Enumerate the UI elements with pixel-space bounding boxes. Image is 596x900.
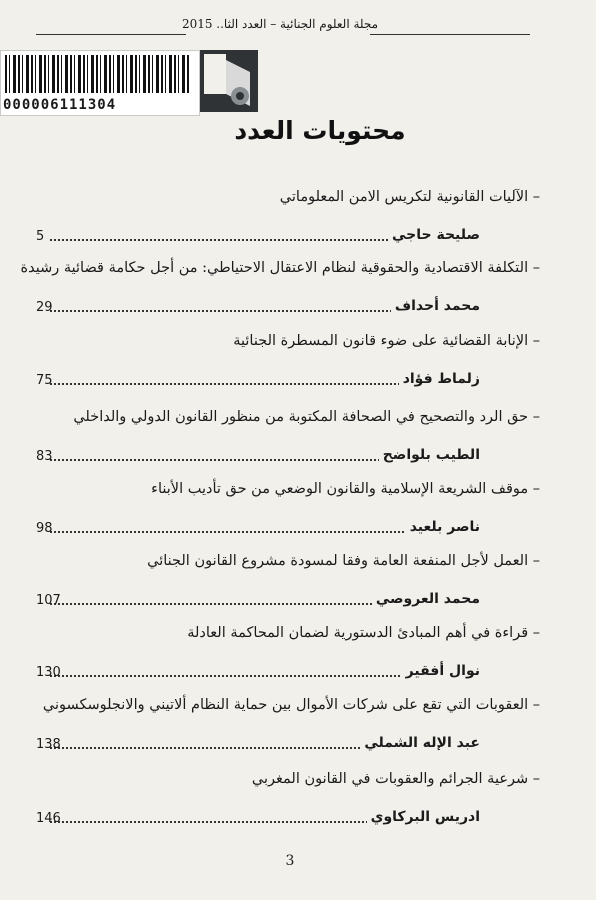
toc-entry xyxy=(36,478,540,558)
entry-title: – قراءة في أهم المبادئ الدستورية لضمان المحاكمة العادلة xyxy=(187,625,540,641)
barcode-bars xyxy=(5,55,191,93)
toc-entry xyxy=(36,622,540,702)
entry-author: عبد الإله الشملي xyxy=(360,732,480,754)
entry-page-number: 98 xyxy=(36,521,53,536)
header-rule-right xyxy=(370,34,530,35)
toc-entry xyxy=(36,406,540,486)
entry-page-number: 138 xyxy=(36,737,61,752)
entry-title: – التكلفة الاقتصادية والحقوقية لنظام الاعتقال الاحتياطي: من أجل حكامة قضائية رشيدة xyxy=(20,260,540,276)
toc-entry xyxy=(36,550,540,630)
entry-author: صليحة حاجي xyxy=(388,224,480,246)
toc-title: محتويات العدد xyxy=(234,116,406,145)
barcode-label xyxy=(0,50,200,116)
entry-title: – موقف الشريعة الإسلامية والقانون الوضعي من حق تأديب الأبناء xyxy=(151,481,540,497)
entry-author: محمد أحداف xyxy=(391,295,480,317)
entry-page-number: 107 xyxy=(36,593,61,608)
toc-entry xyxy=(36,694,540,774)
barcode-number: 000006111304 xyxy=(3,97,117,113)
entry-page-number: 75 xyxy=(36,373,53,388)
entry-title: – الإنابة القضائية على ضوء قانون المسطرة الجنائية xyxy=(233,333,540,349)
toc-entry xyxy=(36,330,540,410)
entry-title: – الآليات القانونية لتكريس الامن المعلوماتي xyxy=(279,189,540,205)
library-logo-icon xyxy=(200,50,258,112)
entry-page-number: 130 xyxy=(36,665,61,680)
entry-page-number: 146 xyxy=(36,811,61,826)
entry-title: – العمل لأجل المنفعة العامة وفقا لمسودة مشروع القانون الجنائي xyxy=(147,553,540,569)
header-rule-left xyxy=(36,34,186,35)
entry-title: – شرعية الجرائم والعقوبات في القانون المغربي xyxy=(251,771,540,787)
entry-author: ادريس البركاوي xyxy=(367,806,480,828)
entry-page-number: 29 xyxy=(36,300,53,315)
entry-page-number: 83 xyxy=(36,449,53,464)
entry-author: زلماط فؤاد xyxy=(399,368,480,390)
toc-entry xyxy=(36,768,540,848)
entry-page-number: 5 xyxy=(36,229,45,244)
entry-title: – حق الرد والتصحيح في الصحافة المكتوبة من منظور القانون الدولي والداخلي xyxy=(73,409,540,425)
running-header: مجلة العلوم الجنائية – العدد الثا.. 2015 xyxy=(181,17,379,31)
toc-entry xyxy=(36,186,540,266)
page-number: 3 xyxy=(285,853,295,869)
entry-author: محمد العروصي xyxy=(372,588,480,610)
entry-author: ناصر بلعيد xyxy=(406,516,480,538)
entry-author: نوال أفقير xyxy=(402,660,480,682)
entry-author: الطيب بلواضح xyxy=(379,444,480,466)
entry-title: – العقوبات التي تقع على شركات الأموال بين حماية النظام ألاتيني والانجلوسكسوني xyxy=(42,697,540,713)
toc-entry xyxy=(20,257,540,337)
